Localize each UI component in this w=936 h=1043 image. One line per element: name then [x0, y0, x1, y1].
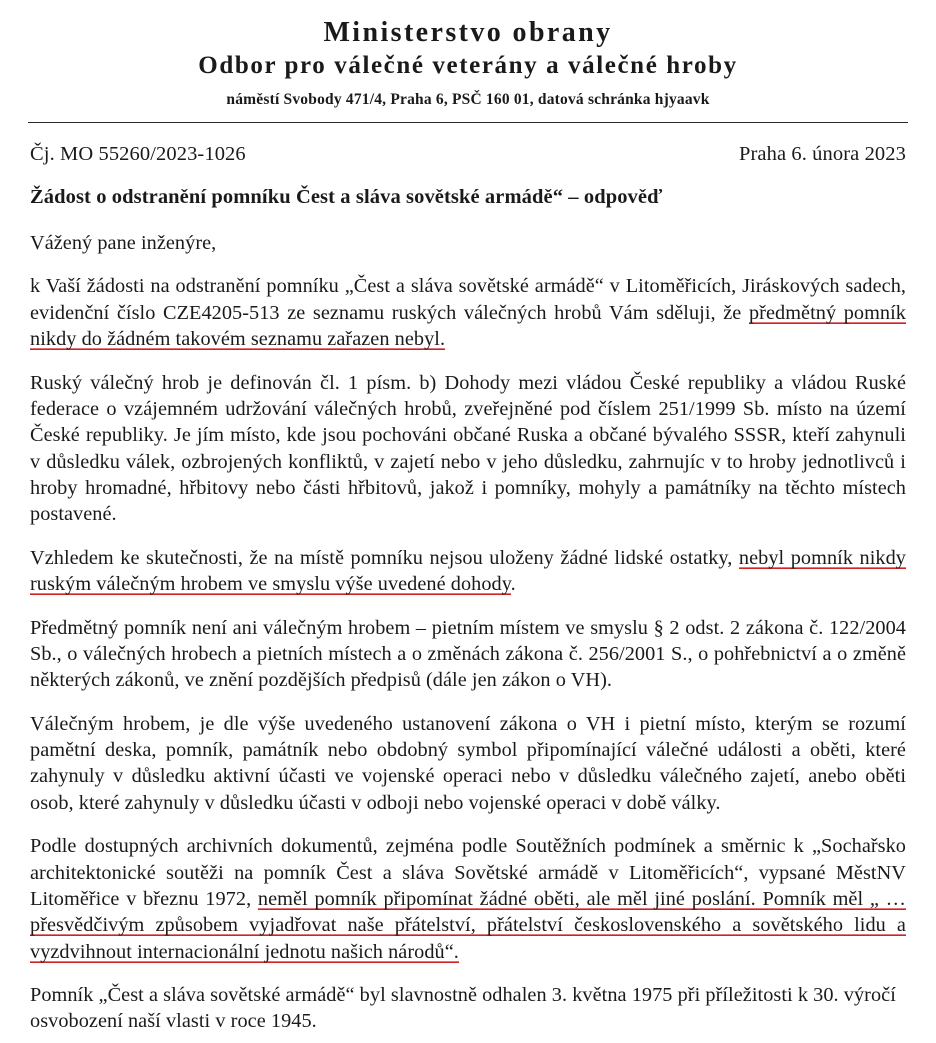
salutation: Vážený pane inženýre, — [30, 232, 217, 255]
paragraph-list — [30, 273, 906, 1034]
body-paragraph — [30, 545, 906, 598]
paragraph-text: k Vaší žádosti na odstranění pomníku „Čest a sláva sovětské armádě“ v Litoměřicích, Jiráskových sadech, evidenční číslo CZE4205-513 ze seznamu ruských válečných hrobů Vám sděluji, že — [30, 275, 906, 324]
body-paragraph — [30, 615, 906, 694]
paragraph-text: Vzhledem ke skutečnosti, že na místě pomníku nejsou uloženy žádné lidské ostatky, — [30, 546, 739, 569]
reference-row — [26, 143, 910, 166]
paragraph-text: Předmětný pomník není ani válečným hrobem – pietním místem ve smyslu § 2 odst. 2 zákona č. 122/2004 Sb., o válečných hrobech a pietních místech a o změnách zákona č. 256/2001 S., o pohřebnictví a o změně některých zákonů, ve znění pozdějších předpisů (dále jen zákon o VH). — [30, 616, 906, 692]
letterhead — [26, 16, 910, 123]
address-line: náměstí Svobody 471/4, Praha 6, PSČ 160 01, datová schránka hjyaavk — [226, 91, 710, 109]
paragraph-text: . — [510, 573, 516, 596]
document-subject: Žádost o odstranění pomníku Čest a sláva sovětské armádě“ – odpověď — [30, 186, 663, 209]
place-and-date: Praha 6. února 2023 — [738, 143, 906, 166]
paragraph-text: Podle dostupných archivních dokumentů, zejména podle Soutěžních podmínek a směrnic k „Sochařsko architektonické soutěži na pomník Čest a sláva Sovětské armádě v Litoměřicích“, vypsané MěstNV Litoměřice v březnu 1972, — [30, 835, 906, 910]
body-paragraph — [30, 833, 906, 965]
header-divider — [28, 122, 908, 123]
paragraph-text: Pomník „Čest a sláva sovětské armádě“ byl slavnostně odhalen 3. května 1975 při příležitosti k 30. výročí osvobození naší vlasti v roce 1945. — [30, 984, 896, 1033]
body-paragraph — [30, 273, 906, 352]
red-underline-annotation: nebyl pomník nikdy ruským válečným hrobem ve smyslu výše uvedené dohody — [30, 546, 906, 596]
body-paragraph — [30, 370, 906, 528]
document-body — [26, 230, 910, 1035]
department-name: Odbor pro válečné veterány a válečné hroby — [198, 52, 738, 80]
file-number: Čj. MO 55260/2023-1026 — [30, 143, 246, 166]
ministry-name: Ministerstvo obrany — [323, 17, 613, 48]
body-paragraph — [30, 982, 906, 1035]
body-paragraph — [30, 711, 906, 817]
red-underline-annotation: neměl pomník připomínat žádné oběti, ale měl jiné poslání. Pomník měl „ …přesvědčivým způsobem vyjadřovat naše přátelství, přátelství československého a sovětského lidu a vyzdvihnout internacionální jednotu našich národů“. — [30, 887, 906, 963]
paragraph-text: Ruský válečný hrob je definován čl. 1 písm. b) Dohody mezi vládou České republiky a vládou Ruské federace o vzájemném udržování válečných hrobů, zveřejněné pod číslem 251/1999 Sb. místo na území České republiky. Je jím místo, kde jsou pochováni občané Ruska a občané bývalého SSSR, kteří zahynuli v důsledku válek, ozbrojených konfliktů, v zajetí nebo v jeho důsledku, zahrnujíc v to hroby jednotlivců i hroby hromadné, hřbitovy nebo části hřbitovů, jakož i pomníky, mohyly a památníky na těchto místech postavené. — [30, 371, 906, 526]
red-underline-annotation: předmětný pomník nikdy do žádném takovém seznamu zařazen nebyl. — [30, 301, 906, 351]
paragraph-text: Válečným hrobem, je dle výše uvedeného ustanovení zákona o VH i pietní místo, kterým se rozumí pamětní deska, pomník, památník nebo obdobný symbol připomínající válečné události a oběti, které zahynuly v důsledku aktivní účasti ve vojenské operaci nebo v důsledku válečného zajetí, anebo oběti osob, které zahynuly v důsledku účasti v odboji nebo vojenské operaci v době války. — [30, 712, 906, 814]
